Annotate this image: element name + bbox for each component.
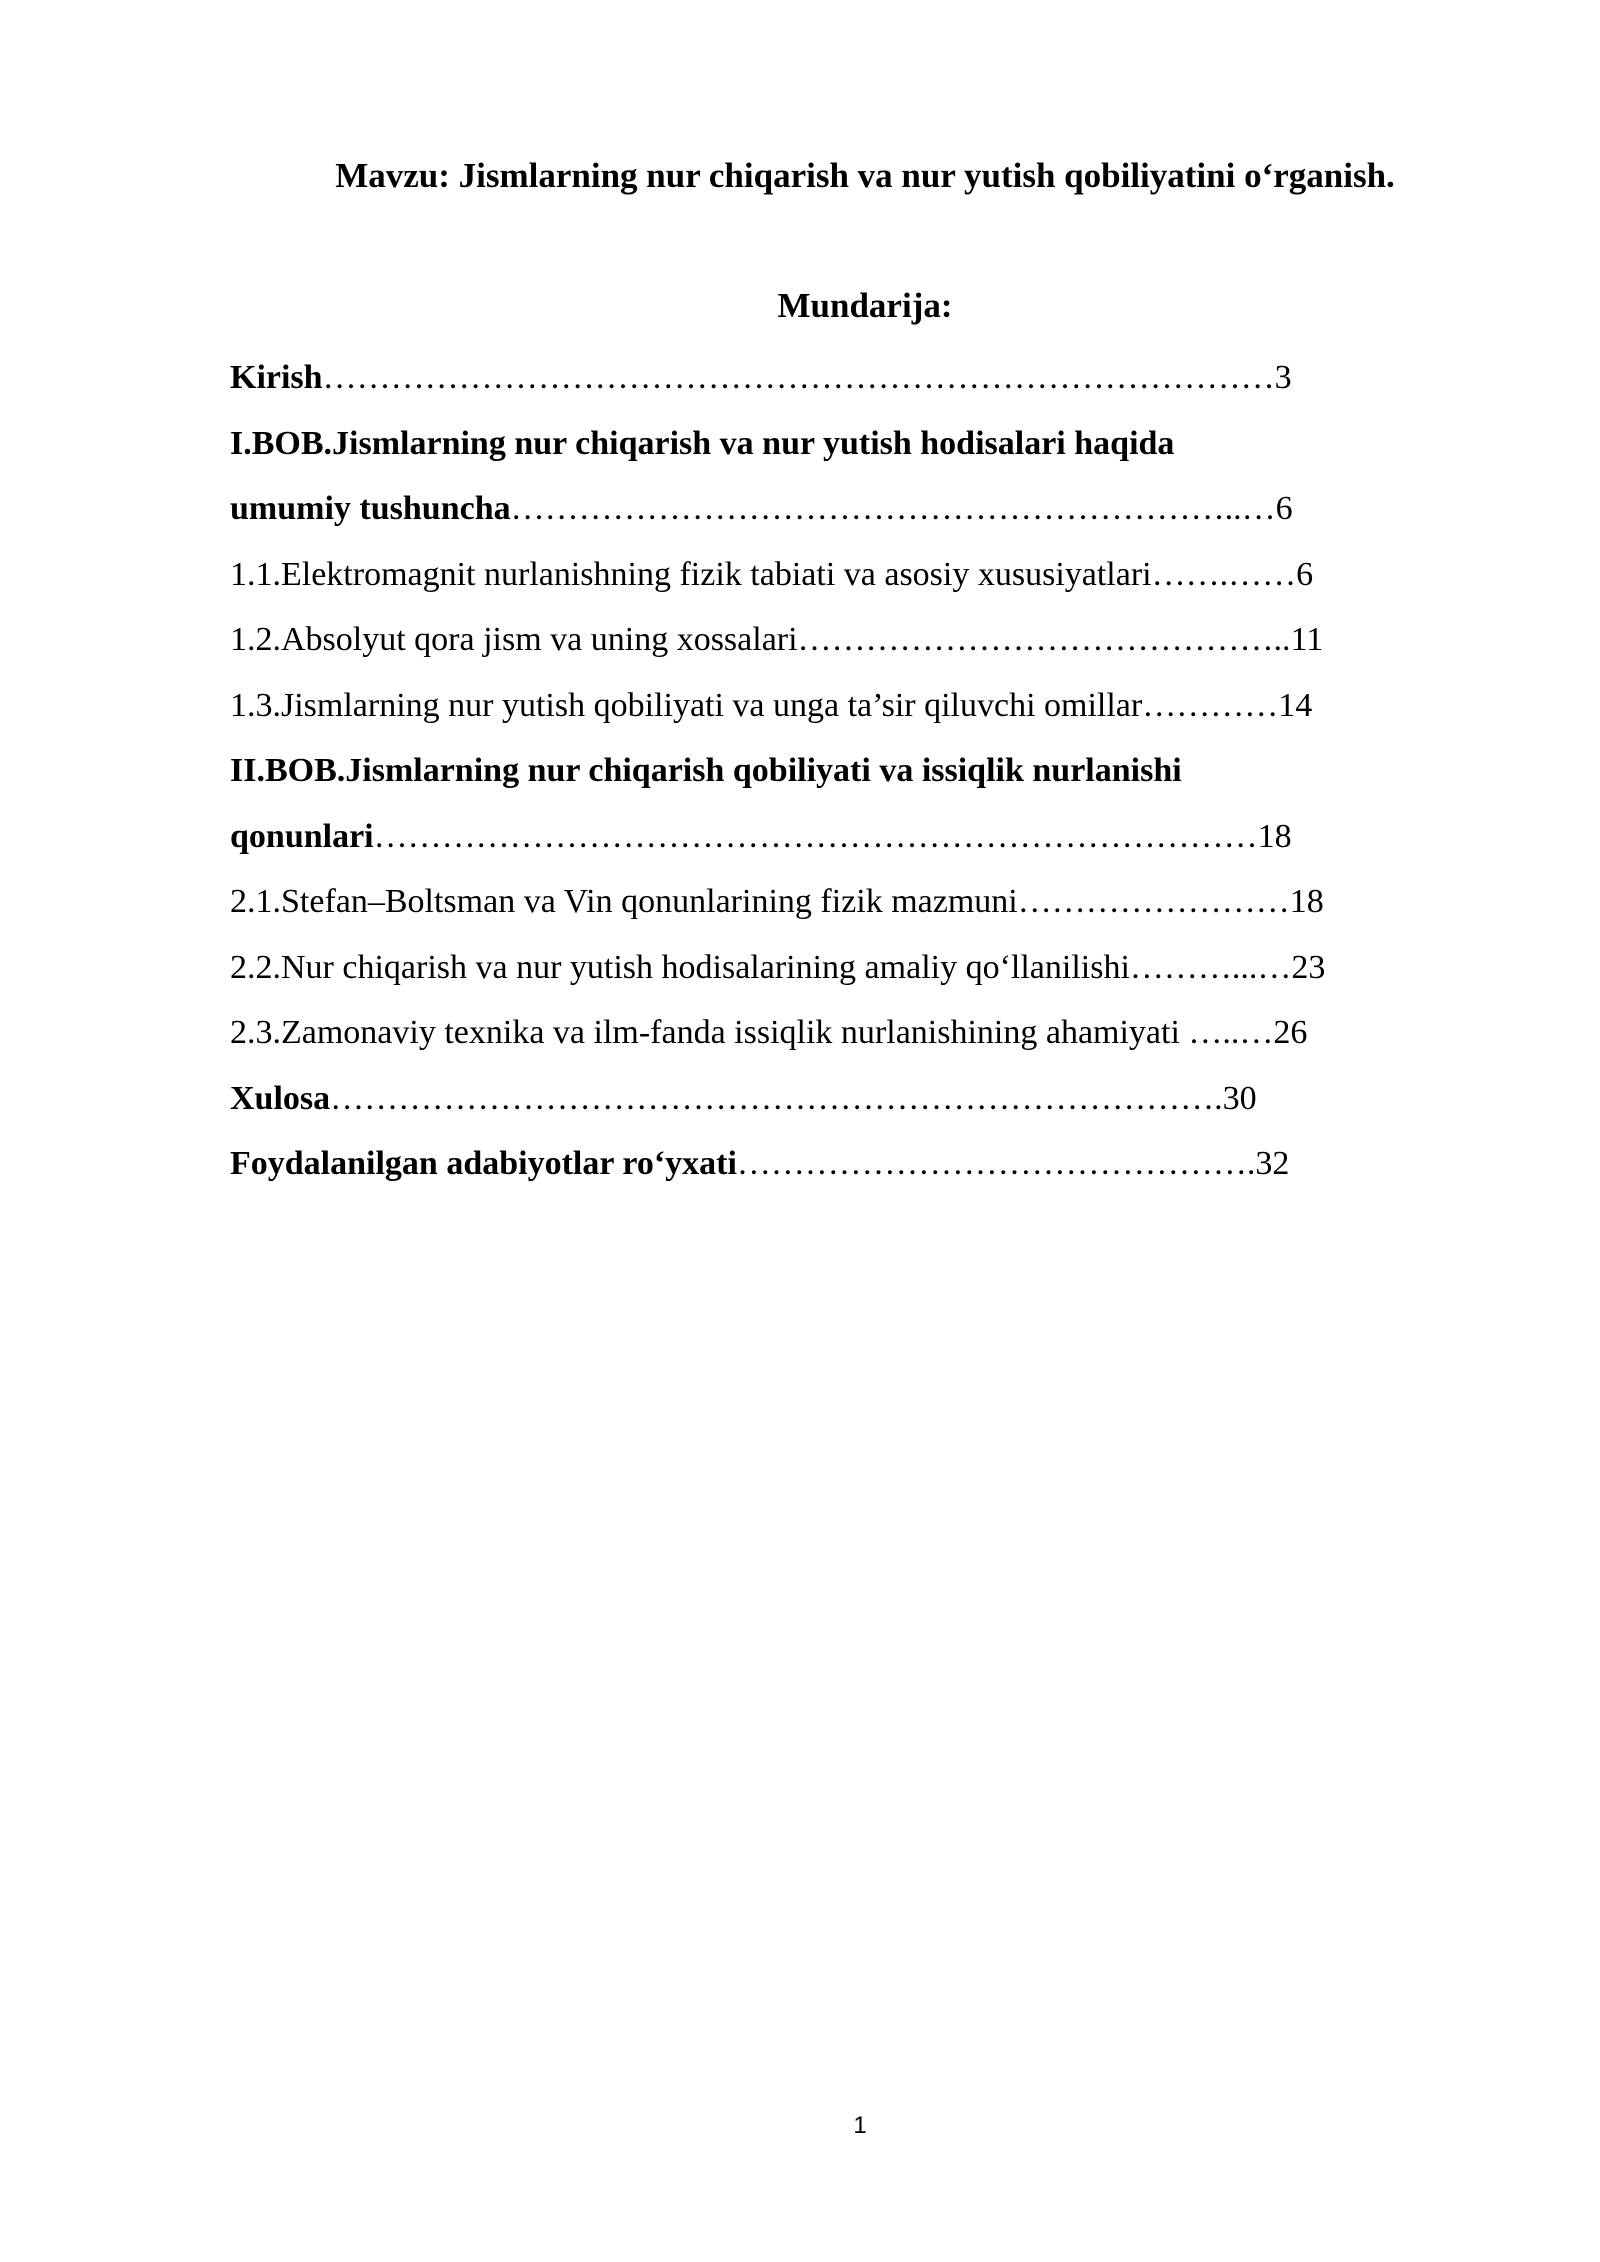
table-of-contents [230,345,1450,1197]
toc-entry-title: 2.1.Stefan–Boltsman va Vin qonunlarining fizik mazmuni……………………18 [230,883,1324,920]
document-topic: Mavzu: Jismlarning nur chiqarish va nur yutish qobiliyatini o‘rganish. [335,156,1395,195]
toc-entry-title: qonunlari [230,817,374,855]
toc-heading: Mundarija: [777,286,953,325]
toc-entry-title: I.BOB.Jismlarning nur chiqarish va nur yutish hodisalari haqida [230,424,1175,462]
toc-entry-title: 1.2.Absolyut qora jism va uning xossalari……………………………………..11 [230,621,1324,658]
toc-entry-references [230,1131,1450,1197]
toc-entry-leader: ………………………………………………………..…6 [510,490,1293,527]
toc-entry-title: Xulosa [230,1079,331,1117]
toc-entry-leader: ……………………………………….32 [736,1145,1290,1182]
toc-entry-xulosa [230,1066,1450,1132]
toc-entry-leader: ……………………………………………………………………18 [373,817,1292,855]
toc-entry-section-2-3 [230,1000,1450,1066]
toc-entry-section-2-1 [230,869,1450,935]
toc-entry-leader: …………………………………………………………………………3 [322,359,1292,396]
toc-entry-chapter-1 [230,411,1450,477]
page-number: 1 [853,2112,867,2139]
toc-entry-title: umumiy tushuncha [230,490,511,527]
toc-entry-section-1-2 [230,607,1450,673]
toc-entry-title: 1.3.Jismlarning nur yutish qobiliyati va unga ta’sir qiluvchi omillar…………14 [230,686,1313,724]
toc-entry-section-1-3 [230,673,1450,739]
toc-entry-section-2-2 [230,935,1450,1001]
toc-entry-chapter-2-cont [230,804,1450,870]
toc-entry-title: II.BOB.Jismlarning nur chiqarish qobiliyati va issiqlik nurlanishi [230,752,1182,789]
toc-entry-section-1-1 [230,542,1450,608]
toc-entry-title: 2.3.Zamonaviy texnika va ilm-fanda issiqlik nurlanishining ahamiyati …..…26 [230,1014,1308,1051]
toc-entry-title: Kirish [230,359,323,396]
toc-entry-title: 1.1.Elektromagnit nurlanishning fizik tabiati va asosiy xususiyatlari…….……6 [230,555,1314,593]
toc-entry-kirish [230,345,1450,411]
toc-entry-title: Foydalanilgan adabiyotlar ro‘yxati [230,1145,737,1182]
toc-entry-leader: …………………………………………………………………….30 [330,1079,1257,1117]
toc-entry-title: 2.2.Nur chiqarish va nur yutish hodisalarining amaliy qo‘llanilishi………...…23 [230,948,1326,986]
toc-entry-chapter-1-cont [230,476,1450,542]
toc-entry-chapter-2 [230,738,1450,804]
